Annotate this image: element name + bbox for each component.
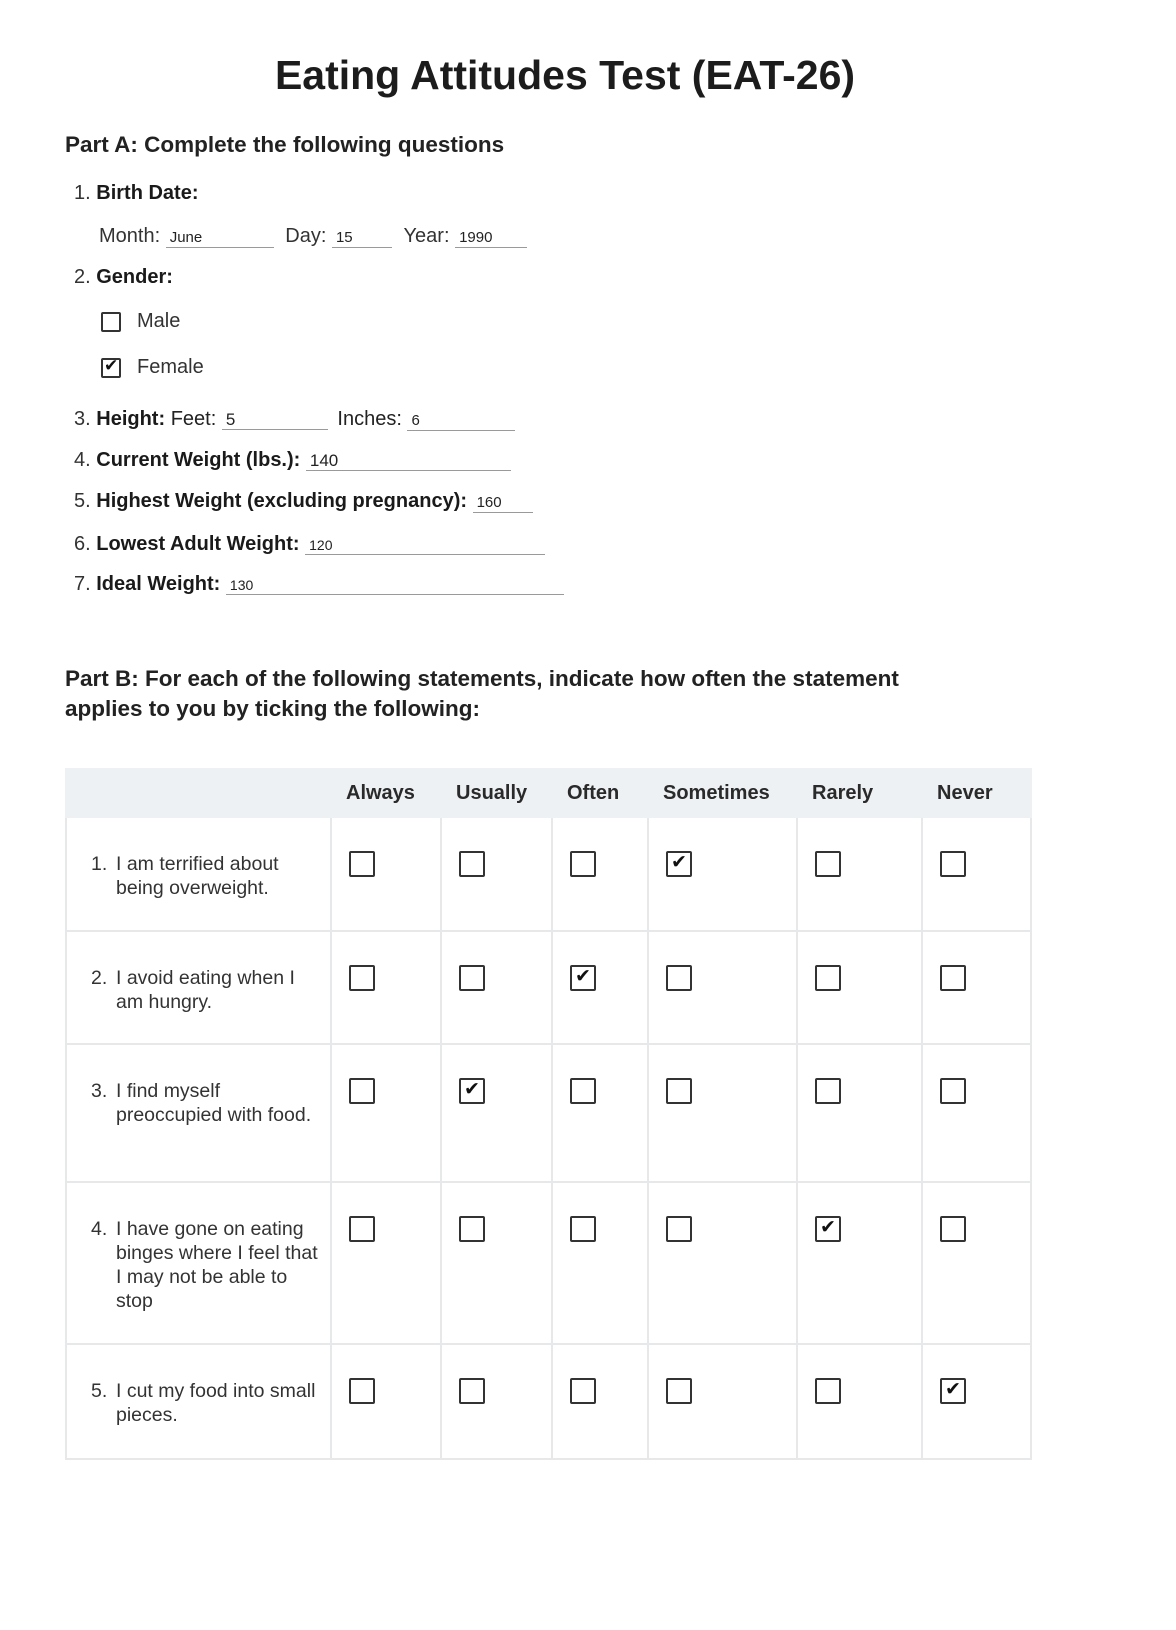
- column-header-often: Often: [552, 769, 648, 817]
- checkbox-usually[interactable]: [459, 851, 485, 877]
- response-cell-rarely: [797, 817, 922, 931]
- response-cell-always: [331, 1044, 441, 1182]
- checkbox-never[interactable]: [940, 1078, 966, 1104]
- lowest-weight-field[interactable]: 120: [305, 536, 545, 555]
- response-cell-rarely: [797, 1182, 922, 1344]
- response-cell-never: [922, 1044, 1031, 1182]
- inches-label: Inches:: [337, 408, 402, 430]
- statement-number: 5.: [91, 1380, 108, 1402]
- gender-question: [74, 266, 173, 289]
- statement-text: I have gone on eating binges where I feel that I may not be able to stop: [116, 1218, 318, 1312]
- response-cell-often: [552, 1044, 648, 1182]
- statement-cell: [66, 1044, 331, 1182]
- table-row: [66, 817, 1031, 931]
- question-label: Gender:: [96, 266, 173, 288]
- statement-text: I find myself preoccupied with food.: [116, 1080, 312, 1126]
- response-cell-rarely: [797, 1344, 922, 1459]
- gender-option-male[interactable]: [101, 310, 180, 333]
- question-number: 1.: [74, 182, 91, 204]
- column-header-always: Always: [331, 769, 441, 817]
- checkbox-sometimes[interactable]: [666, 1078, 692, 1104]
- question-number: 3.: [74, 408, 91, 430]
- question-label: Current Weight (lbs.):: [96, 449, 301, 471]
- statement-cell: [66, 931, 331, 1044]
- question-label: Birth Date:: [96, 182, 199, 204]
- height-question: [74, 408, 515, 431]
- question-number: 5.: [74, 490, 91, 512]
- table-row: [66, 1182, 1031, 1344]
- statement: [91, 966, 320, 1014]
- response-cell-usually: [441, 1182, 552, 1344]
- statements-table: [65, 768, 1032, 1460]
- table-row: [66, 1044, 1031, 1182]
- lowest-weight-question: [74, 533, 545, 556]
- checkbox-rarely[interactable]: [815, 1078, 841, 1104]
- question-number: 4.: [74, 449, 91, 471]
- checkbox-often[interactable]: [570, 1078, 596, 1104]
- checkbox-often[interactable]: [570, 1378, 596, 1404]
- column-header-rarely: Rarely: [797, 769, 922, 817]
- response-cell-often: [552, 1344, 648, 1459]
- year-label: Year:: [403, 225, 450, 247]
- question-label: Height:: [96, 408, 166, 430]
- checkbox-usually[interactable]: [459, 1078, 485, 1104]
- response-cell-sometimes: [648, 1182, 797, 1344]
- response-cell-always: [331, 1344, 441, 1459]
- response-cell-never: [922, 1182, 1031, 1344]
- checkbox-always[interactable]: [349, 1216, 375, 1242]
- question-label: Highest Weight (excluding pregnancy):: [96, 490, 468, 512]
- question-number: 6.: [74, 533, 91, 555]
- table-row: [66, 931, 1031, 1044]
- statement-number: 2.: [91, 967, 108, 989]
- checkbox-always[interactable]: [349, 1378, 375, 1404]
- statement-column-header: [66, 769, 331, 817]
- response-cell-always: [331, 931, 441, 1044]
- response-cell-often: [552, 931, 648, 1044]
- statement: [91, 1079, 320, 1127]
- checkbox-never[interactable]: [940, 1216, 966, 1242]
- month-field[interactable]: June: [166, 229, 274, 248]
- birth-date-question: [74, 182, 198, 205]
- statement: [91, 1217, 320, 1313]
- response-cell-usually: [441, 817, 552, 931]
- highest-weight-field[interactable]: 160: [473, 494, 533, 513]
- part-a-heading: Part A: Complete the following questions: [65, 132, 505, 157]
- male-checkbox[interactable]: [101, 312, 121, 332]
- gender-option-label: Female: [137, 356, 204, 378]
- birth-date-fields: [99, 225, 527, 248]
- inches-field[interactable]: 6: [407, 412, 515, 431]
- column-header-sometimes: Sometimes: [648, 769, 797, 817]
- response-cell-rarely: [797, 931, 922, 1044]
- checkbox-rarely[interactable]: [815, 965, 841, 991]
- checkbox-rarely[interactable]: [815, 851, 841, 877]
- statement-text: I am terrified about being overweight.: [116, 853, 279, 899]
- response-cell-sometimes: [648, 1344, 797, 1459]
- highest-weight-question: [74, 490, 533, 513]
- checkbox-rarely[interactable]: [815, 1216, 841, 1242]
- checkbox-usually[interactable]: [459, 1378, 485, 1404]
- checkbox-never[interactable]: [940, 965, 966, 991]
- response-cell-sometimes: [648, 817, 797, 931]
- ideal-weight-field[interactable]: 130: [226, 576, 564, 595]
- checkbox-always[interactable]: [349, 965, 375, 991]
- statement-number: 1.: [91, 853, 108, 875]
- gender-option-female[interactable]: [101, 356, 204, 379]
- checkbox-often[interactable]: [570, 1216, 596, 1242]
- column-header-usually: Usually: [441, 769, 552, 817]
- question-number: 2.: [74, 266, 91, 288]
- response-cell-rarely: [797, 1044, 922, 1182]
- checkbox-never[interactable]: [940, 851, 966, 877]
- question-label: Ideal Weight:: [96, 573, 221, 595]
- feet-label: Feet:: [170, 408, 217, 430]
- response-cell-sometimes: [648, 1044, 797, 1182]
- statement-cell: [66, 1182, 331, 1344]
- statement-text: I avoid eating when I am hungry.: [116, 967, 295, 1013]
- response-cell-always: [331, 817, 441, 931]
- statement-text: I cut my food into small pieces.: [116, 1380, 316, 1426]
- checkbox-always[interactable]: [349, 851, 375, 877]
- response-cell-often: [552, 1182, 648, 1344]
- response-cell-always: [331, 1182, 441, 1344]
- question-label: Lowest Adult Weight:: [96, 533, 300, 555]
- part-b-heading-line: Part B: For each of the following statements, indicate how often the statement: [65, 666, 899, 691]
- response-cell-never: [922, 1344, 1031, 1459]
- response-cell-usually: [441, 1344, 552, 1459]
- day-label: Day:: [285, 225, 327, 247]
- checkbox-often[interactable]: [570, 851, 596, 877]
- page-title: Eating Attitudes Test (EAT-26): [274, 52, 856, 98]
- female-checkbox[interactable]: [101, 358, 121, 378]
- response-cell-often: [552, 817, 648, 931]
- ideal-weight-question: [74, 573, 564, 596]
- statement-cell: [66, 817, 331, 931]
- response-cell-sometimes: [648, 931, 797, 1044]
- table-row: [66, 1344, 1031, 1459]
- checkbox-sometimes[interactable]: [666, 1216, 692, 1242]
- feet-field[interactable]: 5: [222, 411, 328, 430]
- part-b-heading-line: applies to you by ticking the following:: [65, 696, 481, 721]
- response-cell-usually: [441, 1044, 552, 1182]
- current-weight-field[interactable]: 140: [306, 452, 511, 471]
- current-weight-question: [74, 449, 511, 472]
- gender-option-label: Male: [137, 310, 181, 332]
- checkbox-sometimes[interactable]: [666, 1378, 692, 1404]
- day-field[interactable]: 15: [332, 229, 392, 248]
- checkbox-usually[interactable]: [459, 1216, 485, 1242]
- response-cell-never: [922, 817, 1031, 931]
- response-cell-never: [922, 931, 1031, 1044]
- question-number: 7.: [74, 573, 91, 595]
- statement-number: 3.: [91, 1080, 108, 1102]
- year-field[interactable]: 1990: [455, 229, 527, 248]
- checkbox-always[interactable]: [349, 1078, 375, 1104]
- month-label: Month:: [99, 225, 161, 247]
- part-b-heading: [65, 664, 899, 724]
- checkbox-sometimes[interactable]: [666, 851, 692, 877]
- statement-cell: [66, 1344, 331, 1459]
- statement-number: 4.: [91, 1218, 108, 1240]
- response-cell-usually: [441, 931, 552, 1044]
- checkbox-never[interactable]: [940, 1378, 966, 1404]
- table-header-row: [66, 769, 1031, 817]
- checkbox-usually[interactable]: [459, 965, 485, 991]
- statement: [91, 852, 320, 900]
- column-header-never: Never: [922, 769, 1031, 817]
- checkbox-sometimes[interactable]: [666, 965, 692, 991]
- statement: [91, 1379, 320, 1427]
- checkbox-rarely[interactable]: [815, 1378, 841, 1404]
- checkbox-often[interactable]: [570, 965, 596, 991]
